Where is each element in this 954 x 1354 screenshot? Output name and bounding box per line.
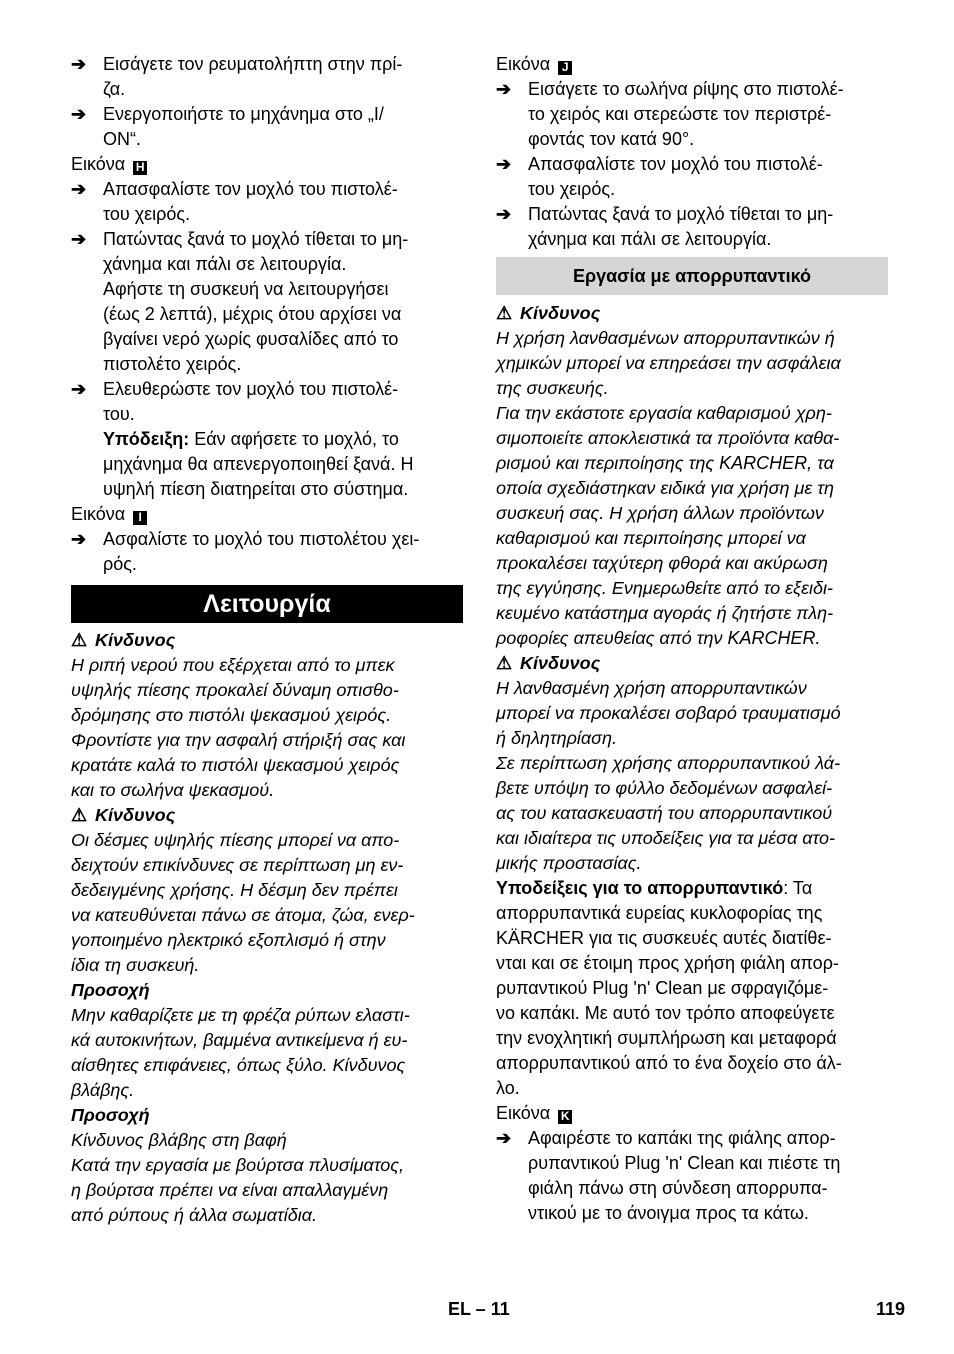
warning-icon: ⚠ [71, 630, 88, 650]
text-line: Εάν αφήσετε το μοχλό, το [189, 429, 399, 449]
text-line: του χειρός. [103, 204, 191, 224]
danger-heading [71, 628, 463, 653]
text-line: δειχτούν επικίνδυνες σε περίπτωση μη εν- [71, 855, 404, 875]
text-line: ίδια τη συσκευή. [71, 955, 200, 975]
arrow-icon: ➔ [71, 229, 87, 249]
text-line: προκαλέσει ταχύτερη φθορά και ακύρωση [496, 553, 828, 573]
text-line: βλάβης. [71, 1080, 135, 1100]
text-line: Μην καθαρίζετε με τη φρέζα ρύπων ελαστι- [71, 1005, 410, 1025]
text-line: (έως 2 λεπτά), μέχρις ότου αρχίσει να [103, 304, 402, 324]
text-line: ή δηλητηρίαση. [496, 728, 617, 748]
text-line: Κατά την εργασία με βούρτσα πλυσίματος, [71, 1155, 405, 1175]
caution-heading: Προσοχή [71, 980, 150, 1000]
page-number: 119 [876, 1299, 906, 1319]
text-line: υψηλή πίεση διατηρείται στο σύστημα. [103, 479, 409, 499]
footer-label: EL – 11 [448, 1299, 510, 1319]
text-line: Σε περίπτωση χρήσης απορρυπαντικού λά- [496, 753, 841, 773]
list-item [496, 152, 888, 202]
text-line: χάνημα και πάλι σε λειτουργία. [103, 254, 347, 274]
text-line: Πατώντας ξανά το μοχλό τίθεται το μη- [103, 229, 409, 249]
figure-label: Εικόνα [71, 154, 126, 174]
arrow-icon: ➔ [496, 1128, 512, 1148]
caution-text [71, 1003, 463, 1103]
text-line: οποία σχεδιάστηκαν ειδικά για χρήση με τη [496, 478, 835, 498]
text-line: Ενεργοποιήστε το μηχάνημα στο „I/ [103, 104, 384, 124]
text-line: δρόμησης στο πιστόλι ψεκασμού χειρός. [71, 705, 392, 725]
text-line: KÄRCHER για τις συσκευές αυτές διατίθε- [496, 928, 832, 948]
arrow-icon: ➔ [496, 204, 512, 224]
text-line: Πατώντας ξανά το μοχλό τίθεται το μη- [528, 204, 834, 224]
text-line: το χειρός και στερεώστε τον περιστρέ- [528, 104, 832, 124]
warning-icon: ⚠ [71, 805, 88, 825]
text-line: ρισμού και περιποίησης της KARCHER, τα [496, 453, 834, 473]
figure-letter-badge: H [133, 161, 147, 175]
text-line: απορρυπαντικού από το ένα δοχείο στο άλ- [496, 1053, 842, 1073]
arrow-icon: ➔ [496, 154, 512, 174]
text-line: Κίνδυνος βλάβης στη βαφή [71, 1130, 287, 1150]
figure-reference [71, 502, 463, 527]
text-line: ON“. [103, 129, 141, 149]
text-line: ροφορίες απευθείας από την KARCHER. [496, 628, 821, 648]
text-line: αίσθητες επιφάνειες, όπως ξύλο. Κίνδυνος [71, 1055, 406, 1075]
figure-label: Εικόνα [496, 1103, 551, 1123]
text-line: η βούρτσα πρέπει να είναι απαλλαγμένη [71, 1180, 389, 1200]
text-line: του. [103, 404, 135, 424]
figure-reference [71, 152, 463, 177]
right-column [496, 52, 888, 1226]
danger-heading [496, 651, 888, 676]
list-item [71, 227, 463, 377]
warning-icon: ⚠ [496, 303, 513, 323]
detergent-hints [496, 876, 888, 1101]
left-column [71, 52, 463, 1228]
danger-label: Κίνδυνος [520, 653, 601, 673]
text-line: Η χρήση λανθασμένων απορρυπαντικών ή [496, 328, 835, 348]
text-line: δεδειγμένης χρήσης. Η δέσμη δεν πρέπει [71, 880, 398, 900]
text-line: ρός. [103, 554, 137, 574]
hints-label: Υποδείξεις για το απορρυπαντικό [496, 878, 784, 898]
danger-label: Κίνδυνος [95, 805, 176, 825]
danger-heading [496, 301, 888, 326]
text-line: και ιδιαίτερα τις υποδείξεις για τα μέσα ατο- [496, 828, 835, 848]
text-line: ρυπαντικού Plug 'n' Clean με σφραγιζόμε- [496, 978, 829, 998]
list-item [496, 1126, 888, 1226]
text-line: την ενοχλητική συμπλήρωση και μεταφορά [496, 1028, 837, 1048]
text-line: υψηλής πίεσης προκαλεί δύναμη οπισθο- [71, 680, 399, 700]
danger-text [71, 828, 463, 978]
text-line: : Τα [783, 878, 813, 898]
section-heading: Λειτουργία [71, 585, 463, 623]
list-item [71, 377, 463, 427]
text-line: Απασφαλίστε τον μοχλό του πιστολέ- [528, 154, 823, 174]
arrow-icon: ➔ [71, 104, 87, 124]
text-line: Εισάγετε τον ρευματολήπτη στην πρί- [103, 54, 403, 74]
text-line: του χειρός. [528, 179, 616, 199]
text-line: κευμένο κατάστημα αγοράς ή ζητήστε πλη- [496, 603, 834, 623]
text-line: βγαίνει νερό χωρίς φυσαλίδες από το [103, 329, 399, 349]
text-line: μπορεί να προκαλέσει σοβαρό τραυματισμό [496, 703, 841, 723]
text-line: κρατάτε καλά το πιστόλι ψεκασμού χειρός [71, 755, 400, 775]
text-line: βετε υπόψη το φύλλο δεδομένων ασφαλεί- [496, 778, 833, 798]
text-line: Εισάγετε το σωλήνα ρίψης στο πιστολέ- [528, 79, 844, 99]
text-line: καθαρισμού και περιποίησης μπορεί να [496, 528, 806, 548]
text-line: νται και σε έτοιμη προς χρήση φιάλη απορ- [496, 953, 839, 973]
caution-heading: Προσοχή [71, 1105, 150, 1125]
text-line: Ελευθερώστε τον μοχλό του πιστολέ- [103, 379, 399, 399]
text-line: Αφήστε τη συσκευή να λειτουργήσει [103, 279, 389, 299]
danger-label: Κίνδυνος [95, 630, 176, 650]
text-line: Οι δέσμες υψηλής πίεσης μπορεί να απο- [71, 830, 400, 850]
warning-icon: ⚠ [496, 653, 513, 673]
text-line: απορρυπαντικά ευρείας κυκλοφορίας της [496, 903, 823, 923]
text-line: κά αυτοκινήτων, βαμμένα αντικείμενα ή ευ- [71, 1030, 408, 1050]
caution-text [71, 1128, 463, 1228]
arrow-icon: ➔ [496, 79, 512, 99]
figure-letter-badge: I [133, 511, 147, 525]
arrow-icon: ➔ [71, 54, 87, 74]
text-line: μηχάνημα θα απενεργοποιηθεί ξανά. Η [103, 454, 414, 474]
figure-reference [496, 52, 888, 77]
text-line: λο. [496, 1078, 520, 1098]
list-item [71, 102, 463, 152]
figure-reference [496, 1101, 888, 1126]
text-line: ζα. [103, 79, 126, 99]
text-line: φιάλη πάνω στη σύνδεση απορρυπα- [528, 1178, 828, 1198]
list-item [496, 77, 888, 152]
list-item [71, 177, 463, 227]
danger-text [71, 653, 463, 803]
text-line: της συσκευής. [496, 378, 609, 398]
danger-text [496, 676, 888, 876]
danger-heading [71, 803, 463, 828]
text-line: ρυπαντικού Plug 'n' Clean και πιέστε τη [528, 1153, 841, 1173]
text-line: ας του κατασκευαστή του απορρυπαντικού [496, 803, 833, 823]
text-line: της εγγύησης. Ενημερωθείτε από το εξειδι- [496, 578, 833, 598]
text-line: από ρύπους ή άλλα σωματίδια. [71, 1205, 317, 1225]
text-line: συσκευή σας. Η χρήση άλλων προϊόντων [496, 503, 824, 523]
text-line: να κατευθύνεται πάνω σε άτομα, ζώα, ενερ- [71, 905, 415, 925]
arrow-icon: ➔ [71, 379, 87, 399]
list-item [496, 202, 888, 252]
text-line: και το σωλήνα ψεκασμού. [71, 780, 275, 800]
text-line: σιμοποιείτε αποκλειστικά τα προϊόντα καθα- [496, 428, 840, 448]
hint-label: Υπόδειξη: [103, 429, 190, 449]
text-line: χημικών μπορεί να επηρεάσει την ασφάλεια [496, 353, 841, 373]
figure-letter-badge: K [558, 1110, 572, 1124]
text-line: γοποιημένο ηλεκτρικό εξοπλισμό ή στην [71, 930, 386, 950]
text-line: Απασφαλίστε τον μοχλό του πιστολέ- [103, 179, 398, 199]
text-line: Φροντίστε για την ασφαλή στήριξή σας και [71, 730, 406, 750]
danger-label: Κίνδυνος [520, 303, 601, 323]
text-line: φοντάς τον κατά 90°. [528, 129, 695, 149]
text-line: πιστολέτο χειρός. [103, 354, 242, 374]
text-line: ντικού με το άνοιγμα προς τα κάτω. [528, 1203, 809, 1223]
text-line: Ασφαλίστε το μοχλό του πιστολέτου χει- [103, 529, 420, 549]
figure-label: Εικόνα [71, 504, 126, 524]
danger-text [496, 326, 888, 651]
text-line: Αφαιρέστε το καπάκι της φιάλης απορ- [528, 1128, 836, 1148]
text-line: χάνημα και πάλι σε λειτουργία. [528, 229, 772, 249]
text-line: Για την εκάστοτε εργασία καθαρισμού χρη- [496, 403, 832, 423]
figure-label: Εικόνα [496, 54, 551, 74]
figure-letter-badge: J [558, 61, 572, 75]
list-item [71, 52, 463, 102]
arrow-icon: ➔ [71, 529, 87, 549]
section-heading: Εργασία με απορρυπαντικό [496, 257, 888, 295]
arrow-icon: ➔ [71, 179, 87, 199]
text-line: Η ριπή νερού που εξέρχεται από το μπεκ [71, 655, 395, 675]
text-line: μικής προστασίας. [496, 853, 642, 873]
list-item [71, 527, 463, 577]
hint-note [71, 427, 463, 502]
text-line: νο καπάκι. Με αυτό τον τρόπο αποφεύγετε [496, 1003, 835, 1023]
text-line: Η λανθασμένη χρήση απορρυπαντικών [496, 678, 807, 698]
